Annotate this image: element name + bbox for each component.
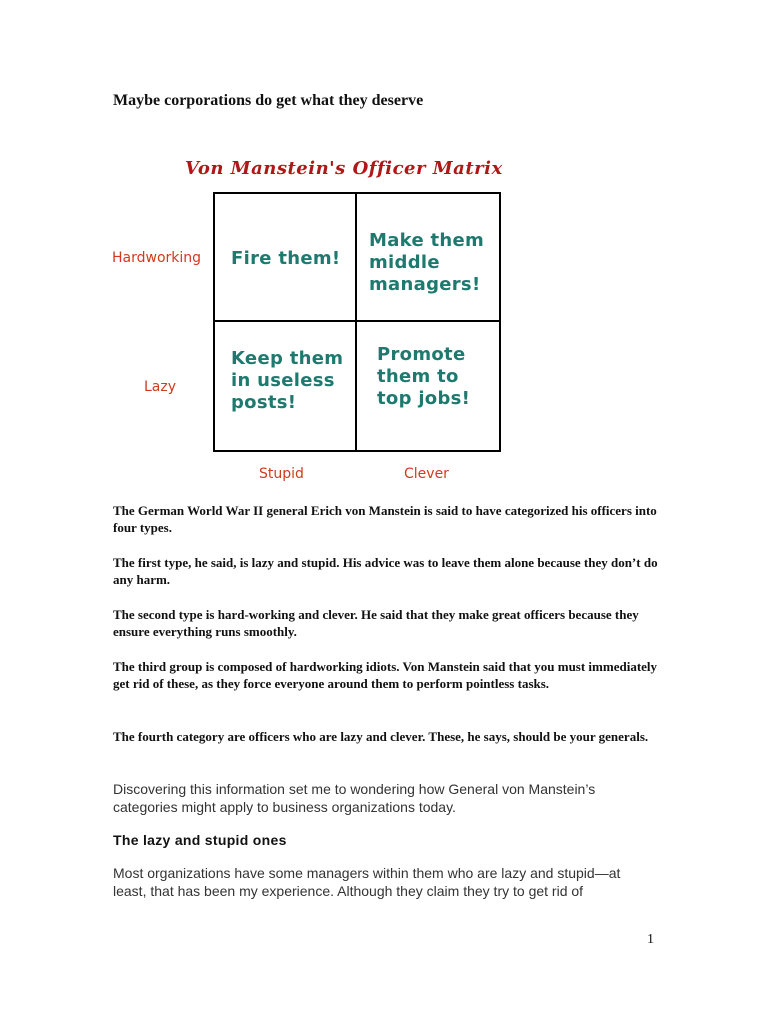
row-label-lazy: Lazy [144, 379, 177, 395]
cell-text-useless-posts: Keep them in useless posts! [231, 348, 344, 413]
row-label-hardworking: Hardworking [112, 250, 202, 266]
column-label-clever: Clever [404, 466, 449, 482]
matrix-grid [213, 192, 501, 452]
matrix-cell-hardworking-stupid [215, 194, 357, 322]
paragraph-second-type: The second type is hard-working and clever. He said that they make great officers because they ensure everything runs smoothly. [113, 607, 639, 639]
figure-title: Von Manstein's Officer Matrix [185, 158, 503, 179]
paragraph-fourth-type: The fourth category are officers who are lazy and clever. These, he says, should be your generals. [113, 729, 649, 744]
section-heading: The lazy and stupid ones [113, 832, 287, 848]
column-label-stupid: Stupid [259, 466, 304, 482]
matrix-cell-lazy-stupid [215, 322, 357, 450]
paragraph-discovering: Discovering this information set me to wondering how General von Manstein’s categories might apply to business organizations today. [113, 781, 596, 815]
paragraph-third-type: The third group is composed of hardworking idiots. Von Manstein said that you must immediately get rid of these, as they force everyone around them to perform pointless tasks. [113, 659, 658, 691]
paragraph-intro: The German World War II general Erich von Manstein is said to have categorized his officers into four types. [113, 503, 657, 535]
matrix-cell-lazy-clever [357, 322, 499, 450]
cell-text-fire-them: Fire them! [231, 248, 341, 269]
matrix-cell-hardworking-clever [357, 194, 499, 322]
cell-text-top-jobs: Promote them to top jobs! [377, 344, 471, 409]
document-title: Maybe corporations do get what they deserve [113, 92, 424, 109]
paragraph-first-type: The first type, he said, is lazy and stupid. His advice was to leave them alone because they don’t do any harm. [113, 555, 658, 587]
paragraph-lazy-stupid: Most organizations have some managers within them who are lazy and stupid—at least, that has been my experience. Although they claim they try to get rid of [113, 865, 621, 899]
cell-text-middle-managers: Make them middle managers! [369, 230, 485, 295]
page-number: 1 [647, 932, 654, 947]
